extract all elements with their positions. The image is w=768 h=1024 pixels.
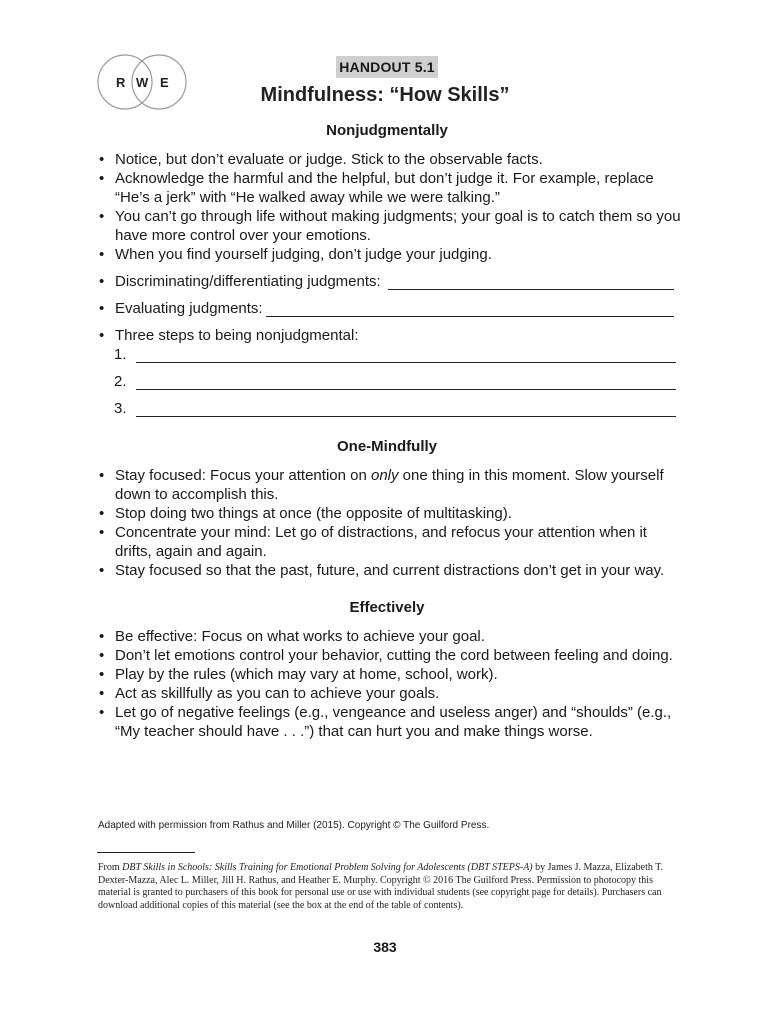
credit-from: From — [98, 862, 123, 873]
three-steps-row — [97, 326, 677, 346]
list-item — [97, 466, 687, 504]
evaluating-judgments-label: Evaluating judgments: — [115, 300, 263, 317]
page-title: Mindfulness: “How Skills” — [260, 84, 510, 106]
step-2-blank[interactable] — [136, 389, 676, 390]
bullet: • — [99, 300, 105, 317]
list-item: • Concentrate your mind: Let go of distractions, and refocus your attention when it drifts, again and again. — [97, 523, 687, 561]
section-heading-effectively: Effectively — [349, 599, 425, 616]
section-heading-nonjudgmentally: Nonjudgmentally — [326, 122, 448, 139]
section-heading-one-mindfully: One-Mindfully — [337, 438, 437, 455]
step-row-3 — [114, 399, 676, 419]
effectively-bullet-list — [97, 627, 687, 741]
discriminating-judgments-label: Discriminating/differentiating judgments: — [115, 273, 381, 290]
logo-letter-e: E — [160, 75, 169, 90]
nonjudgmentally-bullet-list — [97, 150, 687, 264]
list-item: • Stay focused so that the past, future, and current distractions don’t get in your way. — [97, 561, 687, 580]
evaluating-judgments-blank[interactable] — [266, 316, 674, 317]
emphasis-only: only — [370, 467, 399, 484]
bullet: • — [99, 273, 105, 290]
list-item: • Play by the rules (which may vary at home, school, work). — [97, 665, 687, 684]
list-item-text: one thing in this moment. Slow yourself down to accomplish this. — [115, 467, 664, 503]
step-row-2 — [114, 372, 676, 392]
footnote-divider — [97, 852, 195, 853]
three-steps-label: Three steps to being nonjudgmental: — [115, 327, 359, 344]
list-item: • Acknowledge the harmful and the helpful, but don’t judge it. For example, replace “He’s a jerk” with “He walked away while we were talking.” — [97, 169, 687, 207]
bullet: • — [99, 327, 105, 344]
one-mindfully-bullet-list — [97, 466, 687, 580]
list-item: • Notice, but don’t evaluate or judge. Stick to the observable facts. — [97, 150, 687, 169]
evaluating-judgments-row — [97, 299, 677, 319]
list-item: • Stop doing two things at once (the opposite of multitasking). — [97, 504, 687, 523]
step-row-1 — [114, 345, 676, 365]
step-number: 2. — [114, 373, 127, 390]
rwe-venn-logo — [97, 52, 187, 112]
list-item: • Let go of negative feelings (e.g., vengeance and useless anger) and “shoulds” (e.g., “My teacher should have . . .”) that can hurt you and make things worse. — [97, 703, 687, 741]
step-number: 1. — [114, 346, 127, 363]
discriminating-judgments-blank[interactable] — [388, 289, 674, 290]
page-number: 383 — [373, 939, 397, 955]
copyright-credit — [98, 862, 676, 912]
discriminating-judgments-row — [97, 272, 677, 292]
handout-label: HANDOUT 5.1 — [336, 56, 438, 78]
logo-letter-w: W — [136, 75, 149, 90]
step-number: 3. — [114, 400, 127, 417]
list-item: • You can’t go through life without making judgments; your goal is to catch them so you have more control over your emotions. — [97, 207, 687, 245]
list-item: • Be effective: Focus on what works to achieve your goal. — [97, 627, 687, 646]
book-title: DBT Skills in Schools: Skills Training for Emotional Problem Solving for Adolescents (DBT STEPS-A) — [122, 862, 533, 873]
list-item: • Act as skillfully as you can to achieve your goals. — [97, 684, 687, 703]
step-1-blank[interactable] — [136, 362, 676, 363]
adaptation-note: Adapted with permission from Rathus and Miller (2015). Copyright © The Guilford Press. — [98, 820, 490, 831]
logo-letter-r: R — [116, 75, 126, 90]
list-item-text: Stay focused: Focus your attention on — [115, 467, 371, 484]
step-3-blank[interactable] — [136, 416, 676, 417]
credit-rest: by James J. Mazza, Elizabeth T. Dexter-Mazza, Alec L. Miller, Jill H. Rathus, and Heather E. Murphy. Copyright © 2016 The Guilford Press. Permission to photocopy this material is granted to purchasers of this book for personal use or use with individual students (see copyright page for details). Purchasers can download additional copies of this material (see the box at the end of the table of contents). — [98, 862, 664, 911]
list-item: • Don’t let emotions control your behavior, cutting the cord between feeling and doing. — [97, 646, 687, 665]
list-item: • When you find yourself judging, don’t judge your judging. — [97, 245, 687, 264]
